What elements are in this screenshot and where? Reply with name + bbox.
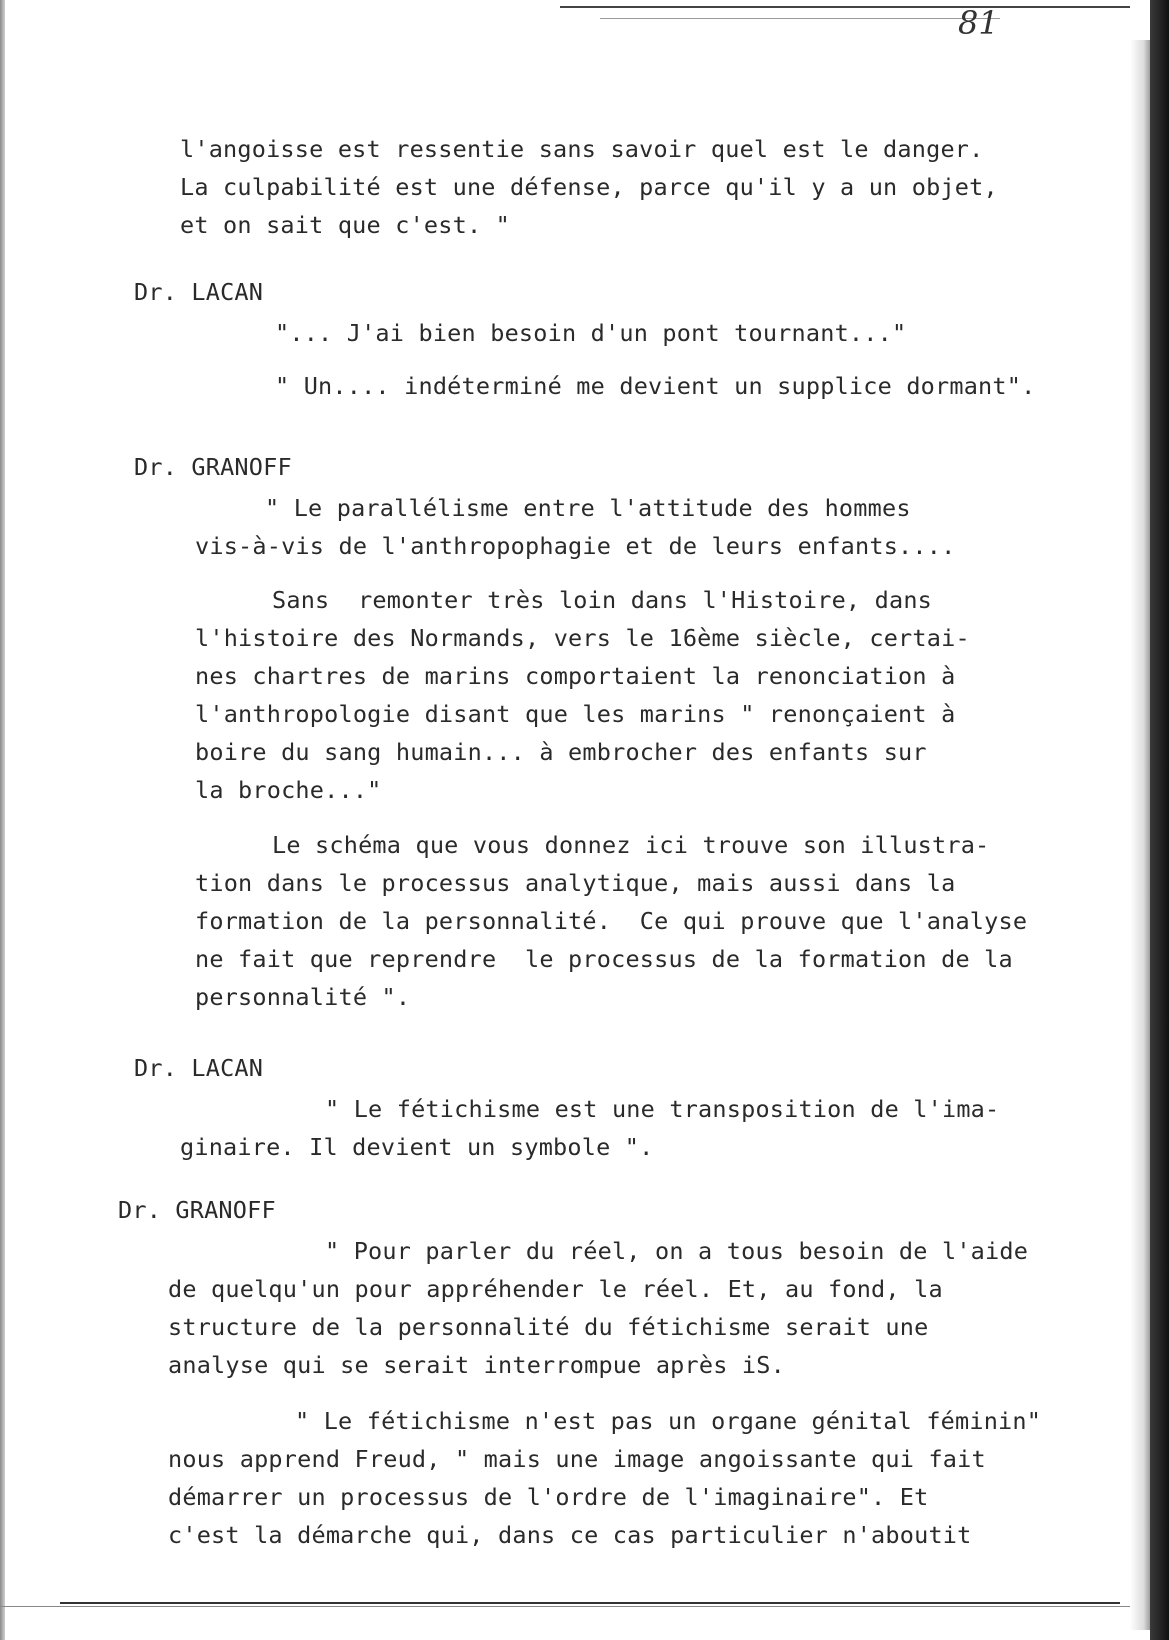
text-line: nous apprend Freud, " mais une image angoissante qui fait — [168, 1445, 986, 1473]
text-line: l'anthropologie disant que les marins " renonçaient à — [195, 700, 956, 728]
text-line: l'angoisse est ressentie sans savoir quel est le danger. — [180, 135, 984, 163]
text-line: " Le parallélisme entre l'attitude des hommes — [265, 494, 911, 522]
text-line: formation de la personnalité. Ce qui prouve que l'analyse — [195, 907, 1028, 935]
text-line: démarrer un processus de l'ordre de l'imaginaire". Et — [168, 1483, 929, 1511]
text-line: analyse qui se serait interrompue après iS. — [168, 1351, 785, 1379]
scan-bottom-line — [60, 1602, 1120, 1604]
text-line: La culpabilité est une défense, parce qu'il y a un objet, — [180, 173, 998, 201]
page-number: 81 — [958, 4, 999, 42]
scan-bottom-line-faint — [0, 1606, 1130, 1607]
text-line: " Le fétichisme est une transposition de l'ima- — [325, 1095, 1000, 1123]
text-line: vis-à-vis de l'anthropophagie et de leurs enfants.... — [195, 532, 956, 560]
speaker-label: Dr. LACAN — [134, 278, 264, 306]
text-line: de quelqu'un pour appréhender le réel. Et, au fond, la — [168, 1275, 943, 1303]
text-line: l'histoire des Normands, vers le 16ème siècle, certai- — [195, 624, 970, 652]
text-line: et on sait que c'est. " — [180, 211, 511, 239]
text-line: Sans remonter très loin dans l'Histoire, dans — [272, 586, 933, 614]
text-line: " Le fétichisme n'est pas un organe génital féminin" — [295, 1407, 1042, 1435]
text-line: "... J'ai bien besoin d'un pont tournant..." — [275, 319, 907, 347]
text-line: boire du sang humain... à embrocher des enfants sur — [195, 738, 927, 766]
speaker-label: Dr. LACAN — [134, 1054, 264, 1082]
text-line: nes chartres de marins comportaient la renonciation à — [195, 662, 956, 690]
text-line: tion dans le processus analytique, mais aussi dans la — [195, 869, 956, 897]
speaker-label: Dr. GRANOFF — [134, 453, 292, 481]
text-line: ne fait que reprendre le processus de la formation de la — [195, 945, 1013, 973]
text-line: Le schéma que vous donnez ici trouve son illustra- — [272, 831, 990, 859]
text-line: la broche..." — [195, 776, 382, 804]
speaker-label: Dr. GRANOFF — [118, 1196, 276, 1224]
scan-top-line-faint — [600, 18, 1000, 19]
text-line: " Pour parler du réel, on a tous besoin de l'aide — [325, 1237, 1029, 1265]
text-line: " Un.... indéterminé me devient un supplice dormant". — [275, 372, 1036, 400]
text-line: personnalité ". — [195, 983, 411, 1011]
text-line: c'est la démarche qui, dans ce cas particulier n'aboutit — [168, 1521, 972, 1549]
text-line: structure de la personnalité du fétichisme serait une — [168, 1313, 929, 1341]
scan-left-edge — [0, 0, 5, 1640]
scan-top-line — [560, 6, 1130, 8]
scan-right-border — [1150, 0, 1169, 1640]
text-line: ginaire. Il devient un symbole ". — [180, 1133, 654, 1161]
